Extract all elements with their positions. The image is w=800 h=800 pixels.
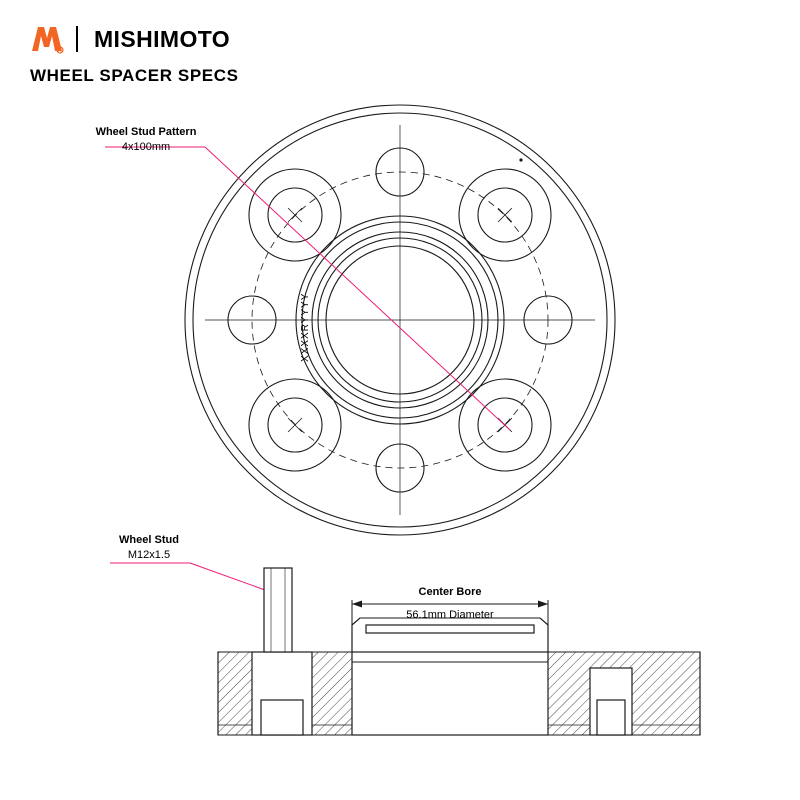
callout-wheel-stud-value: M12x1.5 <box>127 548 171 561</box>
wheel-spacer-top-view <box>185 105 615 535</box>
center-bore-title: Center Bore <box>418 586 482 598</box>
callout-wheel-stud-title: Wheel Stud <box>119 534 179 546</box>
wheel-stud-leader <box>110 563 265 590</box>
dimension-center-bore-value-wrap <box>352 608 548 623</box>
page-title: WHEEL SPACER SPECS <box>30 66 239 85</box>
svg-text:R: R <box>58 48 62 54</box>
dimension-center-bore <box>352 585 548 600</box>
part-stamp-text: XXXXRYYYY <box>300 292 311 362</box>
callout-wheel-stud-pattern <box>86 125 206 155</box>
callout-wheel-stud <box>104 533 194 563</box>
callout-stud-pattern-value: 4x100mm <box>121 140 171 153</box>
callout-stud-pattern-title: Wheel Stud Pattern <box>95 126 197 138</box>
center-bore-value: 56.1mm Diameter <box>406 609 494 621</box>
brand-name: MISHIMOTO <box>94 25 231 52</box>
